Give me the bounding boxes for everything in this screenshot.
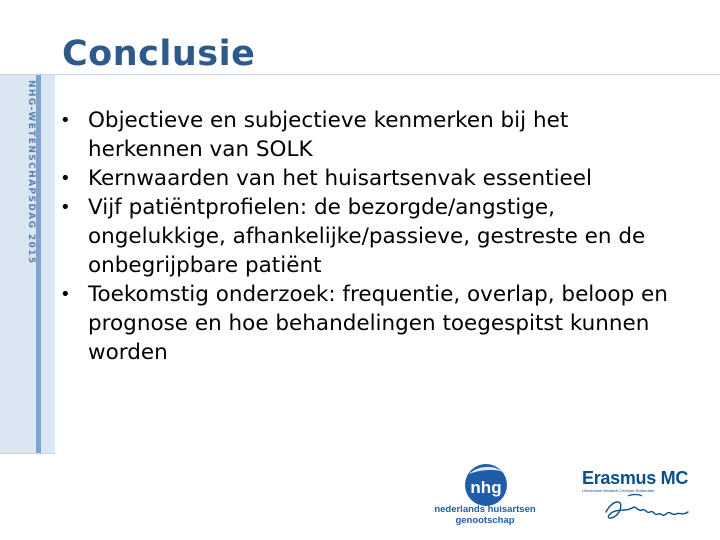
bullet-item xyxy=(58,164,688,193)
erasmus-signature-icon xyxy=(602,490,697,528)
nhg-logo xyxy=(430,462,540,532)
bullet-list xyxy=(58,106,688,367)
nhg-mark: nhg xyxy=(470,478,502,497)
bullet-dot-icon: • xyxy=(60,197,71,218)
nhg-line1: nederlands huisartsen xyxy=(434,504,536,515)
slide-title: Conclusie xyxy=(62,34,256,74)
bullet-text: Toekomstig onderzoek: frequentie, overlap, beloop en prognose en hoe behandelingen toegespitst kunnen worden xyxy=(88,282,668,365)
bullet-text: Kernwaarden van het huisartsenvak essentieel xyxy=(88,166,592,191)
bullet-dot-icon: • xyxy=(60,168,71,189)
emc-name: Erasmus MC xyxy=(582,468,689,488)
bullet-dot-icon: • xyxy=(60,284,71,305)
bullet-text: Vijf patiëntprofielen: de bezorgde/angstige, ongelukkige, afhankelijke/passieve, gestreste en de onbegrijpbare patiënt xyxy=(88,195,646,278)
side-label: NHG-WETENSCHAPSDAG 2015 xyxy=(26,80,36,265)
nhg-wordmark xyxy=(430,504,540,526)
bullet-item xyxy=(58,106,688,164)
nhg-badge-icon xyxy=(463,462,509,508)
bullet-item xyxy=(58,193,688,280)
nhg-line2: genootschap xyxy=(455,515,515,526)
emc-subtitle: Universitair Medisch Centrum Rotterdam xyxy=(582,488,655,493)
side-bottom-rule xyxy=(0,453,55,454)
bullet-dot-icon: • xyxy=(60,110,71,131)
bullet-text: Objectieve en subjectieve kenmerken bij het herkennen van SOLK xyxy=(88,108,569,162)
erasmus-mc-logo xyxy=(582,468,697,530)
side-band-accent xyxy=(36,75,41,453)
title-underline xyxy=(55,74,720,75)
bullet-item xyxy=(58,280,688,367)
